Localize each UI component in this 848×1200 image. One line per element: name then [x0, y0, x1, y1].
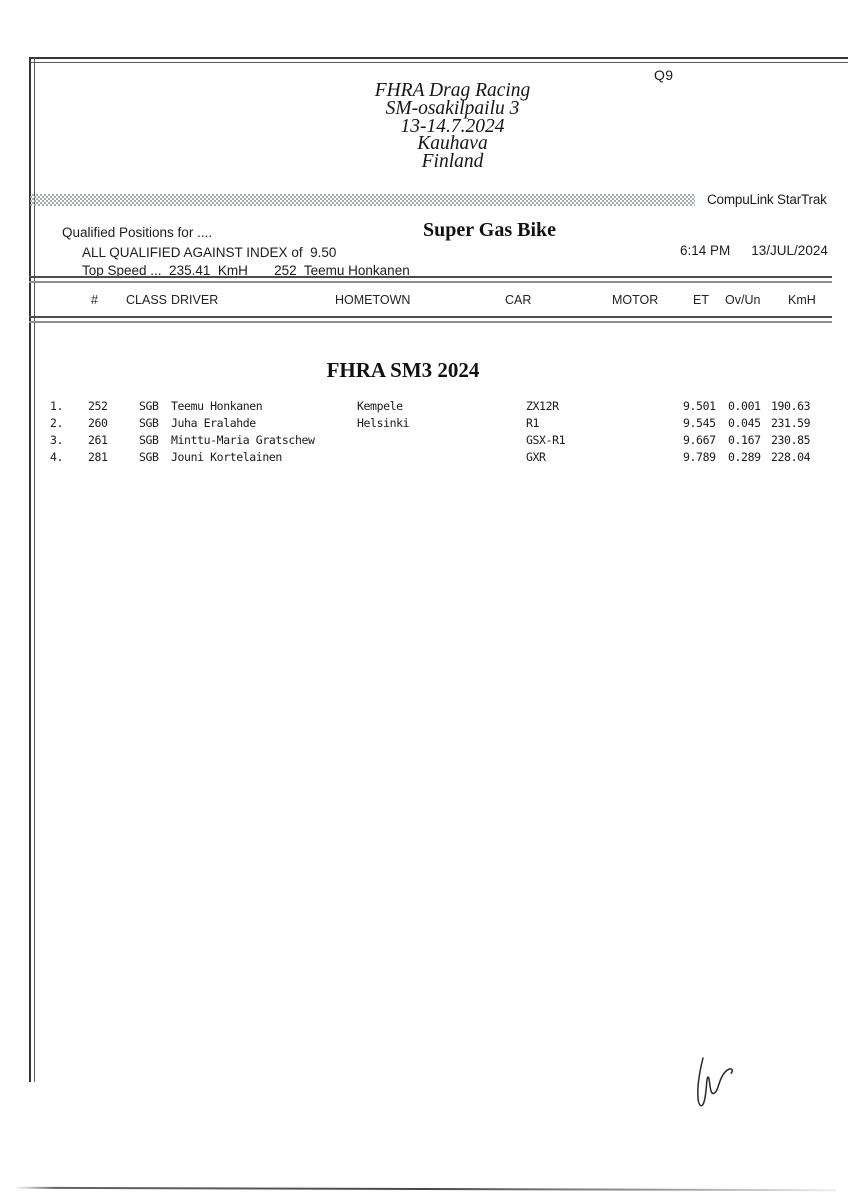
table-row: [0, 416, 848, 431]
table-row: [0, 450, 848, 465]
col-header-class: CLASS: [126, 293, 167, 307]
cell-class: SGB: [139, 416, 159, 430]
col-header-hometown: HOMETOWN: [335, 293, 411, 307]
masthead: [30, 82, 848, 171]
run-label: Q9: [654, 67, 674, 83]
cell-et: 9.667: [683, 433, 716, 447]
cell-kmh: 228.04: [771, 450, 811, 464]
page-border-left: [29, 57, 35, 1082]
cell-car: ZX12R: [526, 399, 559, 413]
cell-hometown: Helsinki: [357, 416, 410, 430]
top-speed-line: Top Speed ... 235.41 KmH 252 Teemu Honkanen: [82, 263, 410, 278]
rule-below-header: [29, 316, 832, 323]
cell-position: 2.: [50, 416, 64, 430]
cell-car: GSX-R1: [526, 433, 566, 447]
cell-car: R1: [526, 416, 540, 430]
cell-class: SGB: [139, 399, 159, 413]
cell-number: 261: [88, 433, 108, 447]
report-time: 6:14 PM: [680, 243, 731, 258]
col-header-kmh: KmH: [788, 293, 816, 307]
brand-label: CompuLink StarTrak: [707, 192, 827, 207]
table-row: [0, 433, 848, 448]
cell-driver: Jouni Kortelainen: [171, 450, 282, 464]
cell-ovun: 0.045: [728, 416, 761, 430]
cell-class: SGB: [139, 450, 159, 464]
cell-hometown: Kempele: [357, 399, 403, 413]
cell-kmh: 190.63: [771, 399, 811, 413]
cell-et: 9.545: [683, 416, 716, 430]
col-header-driver: DRIVER: [171, 293, 219, 307]
cell-position: 4.: [50, 450, 64, 464]
cell-number: 281: [88, 450, 108, 464]
table-row: [0, 399, 848, 414]
cell-position: 1.: [50, 399, 64, 413]
cell-class: SGB: [139, 433, 159, 447]
table-header-row: [0, 293, 848, 309]
col-header-motor: MOTOR: [612, 293, 659, 307]
cell-kmh: 231.59: [771, 416, 811, 430]
cell-ovun: 0.289: [728, 450, 761, 464]
report-date: 13/JUL/2024: [751, 243, 828, 258]
dither-separator: [30, 194, 695, 206]
cell-position: 3.: [50, 433, 64, 447]
cell-et: 9.501: [683, 399, 716, 413]
col-header-ovun: Ov/Un: [725, 293, 761, 307]
page-border-top: [29, 57, 848, 63]
class-title: Super Gas Bike: [423, 219, 556, 241]
cell-et: 9.789: [683, 450, 716, 464]
masthead-city: Kauhava: [417, 133, 488, 155]
cell-number: 252: [88, 399, 108, 413]
handwritten-signature-icon: [690, 1052, 742, 1116]
col-header-number: #: [91, 293, 98, 307]
cell-driver: Minttu-Maria Gratschew: [171, 433, 315, 447]
cell-driver: Teemu Honkanen: [171, 399, 263, 413]
qualified-positions-label: Qualified Positions for ....: [62, 225, 213, 240]
masthead-country: Finland: [421, 151, 484, 173]
masthead-event: SM-osakilpailu 3: [385, 97, 520, 119]
index-line: ALL QUALIFIED AGAINST INDEX of 9.50: [82, 245, 337, 260]
cell-ovun: 0.167: [728, 433, 761, 447]
cell-ovun: 0.001: [728, 399, 761, 413]
rule-above-header: [29, 276, 832, 283]
cell-driver: Juha Eralahde: [171, 416, 256, 430]
col-header-car: CAR: [505, 293, 532, 307]
scan-edge-line: [14, 1187, 836, 1192]
cell-number: 260: [88, 416, 108, 430]
masthead-organization: FHRA Drag Racing: [374, 80, 531, 101]
masthead-dates: 13-14.7.2024: [400, 115, 505, 137]
col-header-et: ET: [693, 293, 709, 307]
cell-kmh: 230.85: [771, 433, 811, 447]
cell-car: GXR: [526, 450, 546, 464]
report-datetime: [680, 243, 828, 258]
section-title: FHRA SM3 2024: [326, 358, 480, 382]
